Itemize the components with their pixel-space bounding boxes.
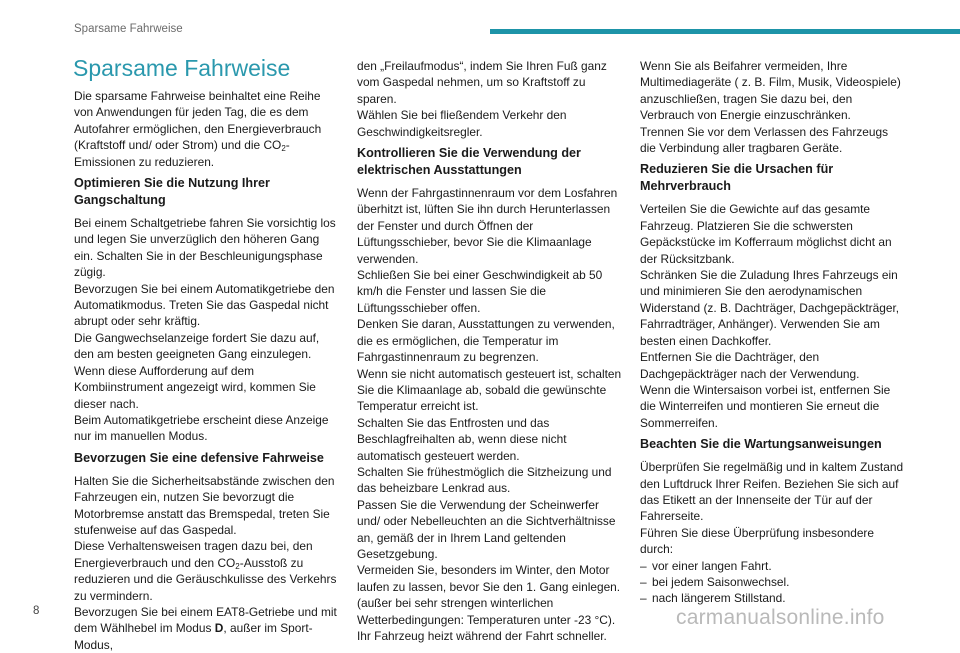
excess-consumption-text: Verteilen Sie die Gewichte auf das gesamte Fahrzeug. Platzieren Sie die schwersten Gepäckstücke im Kofferraum möglichst dicht an der Rücksitzbank. Schränken Sie die Zuladung Ihres Fahrzeugs ein und minimieren Sie den aerodynamischen Widerstand (z. B. Dachträger, Dachgepäckträger, Fahrradträger, Anhänger). Verwenden Sie am besten einen Dachkoffer. Entfernen Sie die Dachträger, den Dachgepäckträger nach der Verwendung. Wenn die Wintersaison vorbei ist, entfernen Sie die Winterreifen und montieren Sie erneut die Sommerreifen. — [640, 202, 900, 430]
heading-defensive-driving: Bevorzugen Sie eine defensive Fahrweise — [74, 450, 324, 465]
running-header: Sparsame Fahrweise — [74, 23, 183, 35]
maintenance-text: Überprüfen Sie regelmäßig und in kaltem Zustand den Luftdruck Ihrer Reifen. Beziehen Sie sich auf das Etikett an der Innenseite der Tür auf der Fahrerseite. Führen Sie diese Überprüfung insbesondere durch: — [640, 460, 904, 557]
heading-maintenance: Beachten Sie die Wartungsanweisungen — [640, 437, 882, 452]
defensive-driving-text: Halten Sie die Sicherheitsabstände zwischen den Fahrzeugen ein, nutzen Sie bevorzugt die Motorbremse anstatt das Bremspedal, treten Sie stufenweise auf das Gaspedal. Diese Verhaltensweisen tragen dazu bei, den Energieverbrauch und den $CO_2$-Ausstoß zu reduzieren und die Geräuschkulisse des Verkehrs zu vermindern. Bevorzugen Sie bei einem EAT8-Getriebe und mit dem Wählhebel im Modus D, außer im Sport-Modus, — [74, 473, 337, 652]
freewheel-text: den „Freilaufmodus“, indem Sie Ihren Fuß ganz vom Gaspedal nehmen, um so Kraftstoff zu sparen. Wählen Sie bei fließendem Verkehr den Geschwindigkeitsregler. — [357, 59, 607, 139]
page-number: 8 — [33, 605, 40, 617]
electrical-equipment-text: Wenn der Fahrgastinnenraum vor dem Losfahren überhitzt ist, lüften Sie ihn durch Herunterlassen der Fenster und durch Öffnen der Lüftungsschieber, bevor Sie die Klimaanlage verwenden. Schließen Sie bei einer Geschwindigkeit ab 50 km/h die Fenster und lassen Sie die Lüftungsschieber offen. Denken Sie daran, Ausstattungen zu verwenden, die es ermöglichen, die Temperatur im Fahrgastinnenraum zu begrenzen. Wenn sie nicht automatisch gesteuert ist, schalten Sie die Klimaanlage ab, sobald die gewünschte Temperatur erreicht ist. Schalten Sie das Entfrosten und das Beschlagfreihalten ab, wenn diese nicht automatisch gesteuert werden. Schalten Sie frühestmöglich die Sitzheizung und das beheizbare Lenkrad aus. Passen Sie die Verwendung der Scheinwerfer und/ oder Nebelleuchten an die Sichtverhältnisse an, gemäß der in Ihrem Land geltenden Gesetzgebung. Vermeiden Sie, besonders im Winter, den Motor laufen zu lassen, bevor Sie den 1. Gang einlegen.(außer bei sehr strengen winterlichen Wetterbedingungen: Temperaturen unter -23 °C). Ihr Fahrzeug heizt während der Fahrt schneller. — [357, 186, 622, 643]
column-2 — [357, 58, 623, 644]
list-item: – nach längerem Stillstand. — [640, 591, 786, 606]
page-title: Sparsame Fahrweise — [73, 55, 291, 81]
heading-gear-shift: Optimieren Sie die Nutzung Ihrer Gangschaltung — [74, 176, 270, 208]
column-3 — [640, 58, 906, 607]
tyre-check-list — [640, 558, 906, 607]
list-item: – vor einer langen Fahrt. — [640, 558, 772, 573]
watermark: carmanualsonline.info — [676, 606, 885, 629]
column-1 — [74, 54, 340, 653]
multimedia-text: Wenn Sie als Beifahrer vermeiden, Ihre Multimediageräte ( z. B. Film, Musik, Videospiele) anzuschließen, tragen Sie dazu bei, den Verbrauch von Energie einzuschränken. Trennen Sie vor dem Verlassen des Fahrzeugs die Verbindung aller tragbaren Geräte. — [640, 59, 901, 156]
list-item: – bei jedem Saisonwechsel. — [640, 574, 790, 589]
header-accent-bar — [490, 29, 960, 34]
intro-paragraph: Die sparsame Fahrweise beinhaltet eine Reihe von Anwendungen für jeden Tag, die es dem Autofahrer ermöglichen, den Energieverbrauch (Kraftstoff und/ oder Strom) und die $CO_2$-Emissionen zu reduzieren. — [74, 89, 322, 169]
gear-shift-text: Bei einem Schaltgetriebe fahren Sie vorsichtig los und legen Sie unverzüglich den höheren Gang ein. Schalten Sie in der Beschleunigungsphase zügig. Bevorzugen Sie bei einem Automatikgetriebe den Automatikmodus. Treten Sie das Gaspedal nicht abrupt oder sehr kräftig. Die Gangwechselanzeige fordert Sie dazu auf, den am besten geeigneten Gang einzulegen. Wenn diese Aufforderung auf dem Kombiinstrument angezeigt wird, kommen Sie dieser nach. Beim Automatikgetriebe erscheint diese Anzeige nur im manuellen Modus. — [74, 216, 336, 444]
heading-excess-consumption: Reduzieren Sie die Ursachen für Mehrverbrauch — [640, 162, 834, 194]
heading-electrical-equipment: Kontrollieren Sie die Verwendung der elektrischen Ausstattungen — [357, 146, 581, 178]
